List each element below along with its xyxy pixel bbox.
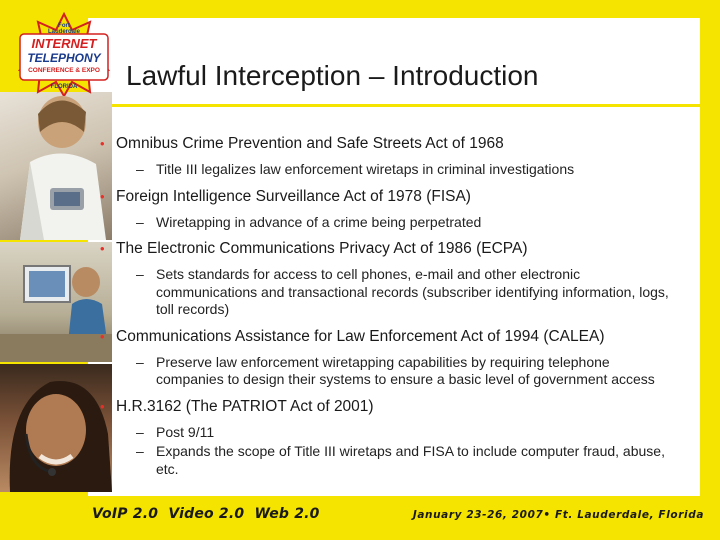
sub-bullet-text: Title III legalizes law enforcement wiretaps in criminal investigations [156,161,575,177]
logo-line4: TELEPHONY [27,51,101,65]
dash-icon: – [136,423,144,440]
bullet-item [100,239,700,258]
bullet-icon: • [100,398,105,414]
logo-line5: CONFERENCE & EXPO [28,67,100,74]
dash-icon: – [136,161,144,177]
bullet-icon: • [100,188,105,204]
bullet-text: Foreign Intelligence Surveillance Act of 1978 (FISA) [116,187,471,205]
sub-bullet-text: Preserve law enforcement wiretapping capabilities by requiring telephone companies to design their systems to ensure a basic level of government access [156,353,655,387]
bullet-item [100,134,700,153]
bullet-text: Omnibus Crime Prevention and Safe Streets Act of 1968 [116,135,504,152]
sub-bullet-text: Wiretapping in advance of a crime being perpetrated [156,213,482,230]
bullet-icon: • [100,328,105,344]
photo-headset-woman [0,364,112,492]
dash-icon: – [136,266,144,282]
sub-bullet-text: Sets standards for access to cell phones, e-mail and other electronic communications and transactional records (subscriber identifying information, logs, toll records) [156,266,669,317]
sub-bullet-text: Post 9/11 [156,423,215,440]
bullet-item [100,397,700,416]
bullet-icon: • [100,241,105,256]
footer-tagline: VoIP 2.0 Video 2.0 Web 2.0 [92,506,320,522]
photo-strip [0,92,112,492]
slide-title: Lawful Interception – Introduction [126,60,539,91]
footer-date-location: January 23-26, 2007• Ft. Lauderdale, Florida [412,509,704,521]
sub-bullet-item [100,424,676,442]
bullet-text: H.R.3162 (The PATRIOT Act of 2001) [116,397,374,415]
dash-icon: – [136,353,144,370]
bullet-item [100,327,700,346]
sub-bullet-text: Expands the scope of Title III wiretaps and FISA to include computer fraud, abuse, etc. [156,443,665,477]
logo-line6: FLORIDA [50,84,78,90]
bullet-list [100,134,700,486]
bullet-text: Communications Assistance for Law Enforcement Act of 1994 (CALEA) [116,327,605,345]
dash-icon: – [136,213,144,230]
dash-icon: – [136,443,144,459]
sub-bullet-item [100,354,676,389]
sub-bullet-item [100,266,676,319]
bullet-item [100,187,700,206]
photo-businesswoman [0,92,112,240]
bullet-text: The Electronic Communications Privacy Act of 1986 (ECPA) [116,240,528,257]
bullet-icon: • [100,136,105,151]
footer [0,500,720,534]
logo-line1: Fort [58,23,70,29]
sub-bullet-item [100,214,676,232]
photo-office-desk [0,242,112,362]
logo-line2: Lauderdale [47,29,81,35]
title-divider [112,104,700,107]
sub-bullet-item [100,443,676,478]
conference-logo [14,12,114,96]
sub-bullet-item [100,161,676,179]
logo-line3: INTERNET [31,36,97,51]
